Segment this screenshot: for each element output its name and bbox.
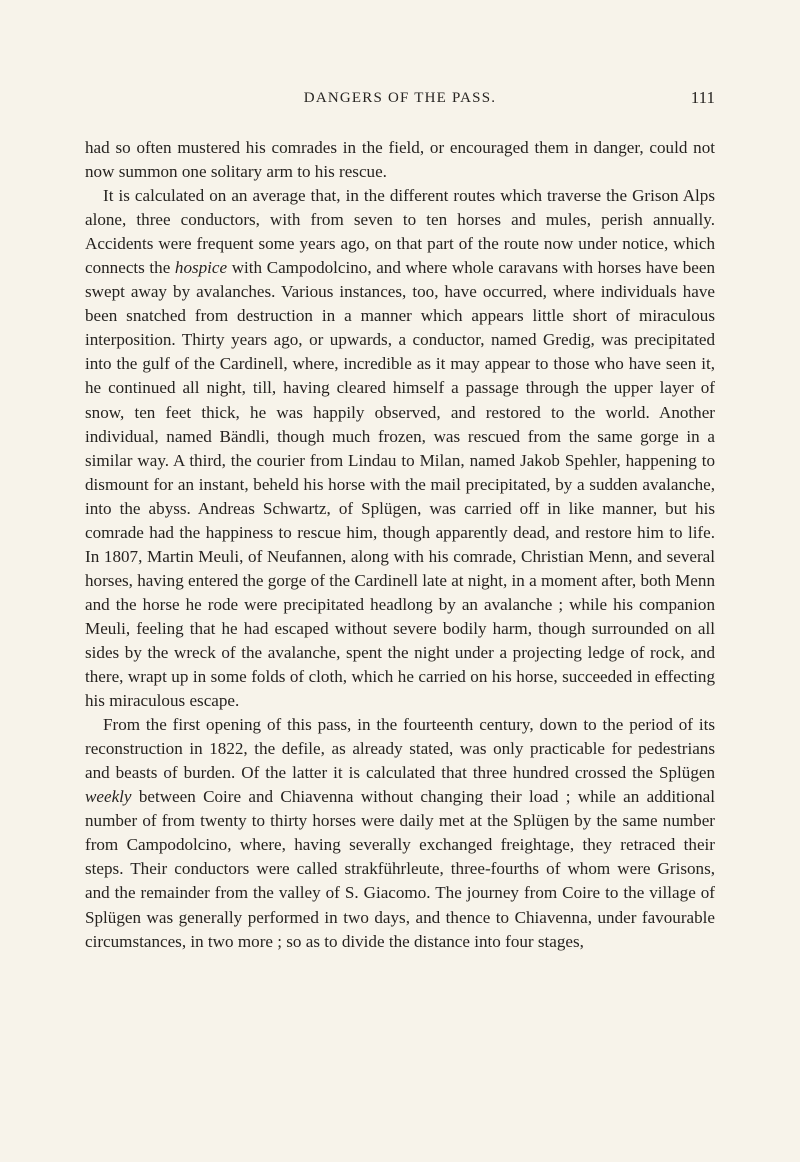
body-text [85,136,715,954]
paragraph-text: It is calculated on an average that, in the different routes which traverse the Grison Alps alone, three conductors, with from seven to ten horses and mules, perish annually. Accidents were frequent some years ago, on that part of the route now under notice, which connects the [85,186,715,278]
italic-text: hospice [174,258,228,278]
paragraph [85,184,715,713]
paragraph [85,713,715,953]
running-title: DANGERS OF THE PASS. [303,90,497,106]
page-header [0,90,800,114]
paragraph-text: between Coire and Chiavenna without changing their load ; while an additional number of from twenty to thirty horses were daily met at the Splügen by the same number from Campodolcino, where, having severally exchanged freightage, they retraced their steps. Their conductors were called strakführleute, three-fourths of whom were Grisons, and the remainder from the valley of S. Giacomo. The journey from Coire to the village of Splügen was generally performed in two days, and thence to Chiavenna, under favourable circumstances, in two more ; so as to divide the distance into four stages, [85,787,715,951]
italic-text: weekly [85,787,132,807]
paragraph-text: with Campodolcino, and where whole caravans with horses have been swept away by avalanches. Various instances, too, have occurred, where individuals have been snatched from destruction in a manner which appears little short of miraculous interposition. Thirty years ago, or upwards, a conductor, named Gredig, was precipitated into the gulf of the Cardinell, where, incredible as it may appear to those who have seen it, he continued all night, till, having cleared himself a passage through the upper layer of snow, ten feet thick, he was happily observed, and restored to the world. Another individual, named Bändli, though much frozen, was rescued from the same gorge in a similar way. A third, the courier from Lindau to Milan, named Jakob Spehler, happening to dismount for an instant, beheld his horse with the mail precipitated, by a sudden avalanche, into the abyss. Andreas Schwartz, of Splügen, was carried off in like manner, but his comrade had the happiness to rescue him, though apparently dead, and restore him to life. In 1807, Martin Meuli, of Neufannen, along with his comrade, Christian Menn, and several horses, having entered the gorge of the Cardinell late at night, in a moment after, both Menn and the horse he rode were precipitated headlong by an avalanche ; while his companion Meuli, feeling that he had escaped without severe bodily harm, though surrounded on all sides by the wreck of the avalanche, spent the night under a projecting ledge of rock, and there, wrapt up in some folds of cloth, which he carried on his horse, succeeded in effecting his miraculous escape. [85,258,716,711]
paragraph [85,136,715,184]
paragraph-text: had so often mustered his comrades in the field, or encouraged them in danger, could not now summon one solitary arm to his rescue. [85,138,715,182]
page-number: 111 [690,88,715,107]
paragraph-text: From the first opening of this pass, in the fourteenth century, down to the period of its reconstruction in 1822, the defile, as already stated, was only practicable for pedestrians and beasts of burden. Of the latter it is calculated that three hundred crossed the Splügen [85,715,715,783]
